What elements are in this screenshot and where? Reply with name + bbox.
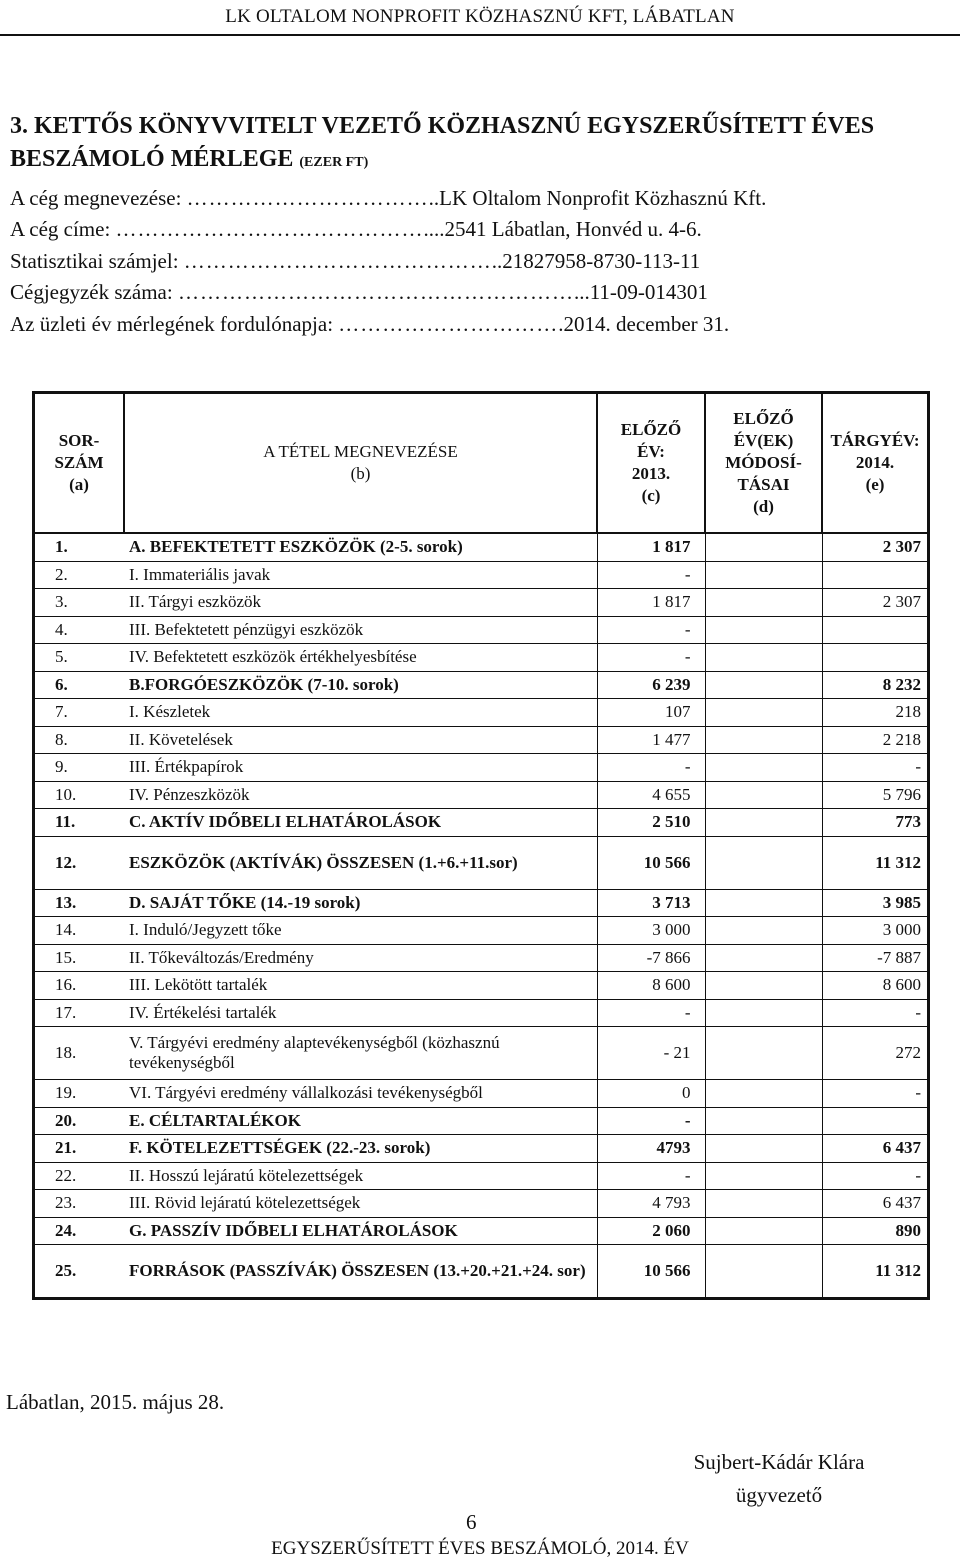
previous-year-value: 10 566 xyxy=(597,836,705,889)
previous-year-value: 1 817 xyxy=(597,589,705,617)
current-year-value: -7 887 xyxy=(822,944,929,972)
item-name: III. Értékpapírok xyxy=(124,754,597,782)
modification-value xyxy=(705,1162,822,1190)
item-name: I. Induló/Jegyzett tőke xyxy=(124,917,597,945)
header-text: (e) xyxy=(865,475,885,494)
row-number: 18. xyxy=(34,1027,125,1080)
modification-value xyxy=(705,999,822,1027)
page-header: LK OLTALOM NONPROFIT KÖZHASZNÚ KFT, LÁBATLAN xyxy=(225,6,735,27)
current-year-value: - xyxy=(822,1080,929,1108)
previous-year-value: 107 xyxy=(597,699,705,727)
info-value: .2014. december 31. xyxy=(558,312,730,336)
header-row-number xyxy=(34,393,125,534)
info-label: Cégjegyzék száma: xyxy=(10,280,173,304)
table-row xyxy=(34,781,929,809)
row-number: 23. xyxy=(34,1190,125,1218)
row-number: 20. xyxy=(34,1107,125,1135)
info-dots: ………………………… xyxy=(338,312,559,336)
table-row xyxy=(34,671,929,699)
modification-value xyxy=(705,944,822,972)
modification-value xyxy=(705,836,822,889)
previous-year-value: 6 239 xyxy=(597,671,705,699)
previous-year-value: 8 600 xyxy=(597,972,705,1000)
balance-sheet-table xyxy=(32,391,930,1300)
item-name: VI. Tárgyévi eredmény vállalkozási tevékenységből xyxy=(124,1080,597,1108)
row-number: 15. xyxy=(34,944,125,972)
title-line-1: 3. KETTŐS KÖNYVVITELT VEZETŐ KÖZHASZNÚ EGYSZERŰSÍTETT ÉVES xyxy=(10,113,875,139)
header-text: TÁSAI xyxy=(737,475,790,494)
previous-year-value: - xyxy=(597,999,705,1027)
row-number: 25. xyxy=(34,1245,125,1299)
row-number: 10. xyxy=(34,781,125,809)
modification-value xyxy=(705,1107,822,1135)
item-name: ESZKÖZÖK (AKTÍVÁK) ÖSSZESEN (1.+6.+11.sor) xyxy=(124,836,597,889)
item-name: III. Lekötött tartalék xyxy=(124,972,597,1000)
table-row xyxy=(34,944,929,972)
header-text: SZÁM xyxy=(54,453,104,472)
item-name: B.FORGÓESZKÖZÖK (7-10. sorok) xyxy=(124,671,597,699)
item-name: D. SAJÁT TŐKE (14.-19 sorok) xyxy=(124,889,597,917)
table-body xyxy=(34,533,929,1299)
info-value: ..21827958-8730-113-11 xyxy=(491,249,701,273)
row-number: 14. xyxy=(34,917,125,945)
item-name: IV. Értékelési tartalék xyxy=(124,999,597,1027)
current-year-value: 272 xyxy=(822,1027,929,1080)
title-line-2-text: BESZÁMOLÓ MÉRLEGE xyxy=(10,146,294,172)
current-year-value xyxy=(822,1107,929,1135)
row-number: 22. xyxy=(34,1162,125,1190)
previous-year-value: 0 xyxy=(597,1080,705,1108)
previous-year-value: 1 817 xyxy=(597,533,705,561)
previous-year-value: 3 000 xyxy=(597,917,705,945)
row-number: 6. xyxy=(34,671,125,699)
previous-year-value: - xyxy=(597,1162,705,1190)
previous-year-value: 2 060 xyxy=(597,1217,705,1245)
info-company-address xyxy=(10,217,702,242)
header-text: TÁRGYÉV: xyxy=(830,431,920,450)
current-year-value: 11 312 xyxy=(822,836,929,889)
current-year-value: 218 xyxy=(822,699,929,727)
modification-value xyxy=(705,699,822,727)
previous-year-value: 10 566 xyxy=(597,1245,705,1299)
table-row xyxy=(34,1217,929,1245)
header-text: (c) xyxy=(641,486,661,505)
current-year-value: 2 307 xyxy=(822,589,929,617)
item-name: IV. Pénzeszközök xyxy=(124,781,597,809)
previous-year-value: - xyxy=(597,754,705,782)
table-row xyxy=(34,809,929,837)
previous-year-value: - xyxy=(597,561,705,589)
info-dots: …………………………………… xyxy=(115,217,424,241)
table-row xyxy=(34,1190,929,1218)
row-number: 24. xyxy=(34,1217,125,1245)
item-name: G. PASSZÍV IDŐBELI ELHATÁROLÁSOK xyxy=(124,1217,597,1245)
item-name: E. CÉLTARTALÉKOK xyxy=(124,1107,597,1135)
table-row xyxy=(34,1107,929,1135)
modification-value xyxy=(705,809,822,837)
table-row xyxy=(34,561,929,589)
header-text: A TÉTEL MEGNEVEZÉSE xyxy=(263,442,458,461)
row-number: 9. xyxy=(34,754,125,782)
item-name: A. BEFEKTETETT ESZKÖZÖK (2-5. sorok) xyxy=(124,533,597,561)
row-number: 7. xyxy=(34,699,125,727)
header-current-year xyxy=(822,393,929,534)
info-dots: ……………………………………………… xyxy=(177,280,574,304)
current-year-value: 2 218 xyxy=(822,726,929,754)
previous-year-value: 4793 xyxy=(597,1135,705,1163)
info-dots: …………………………… xyxy=(186,186,429,210)
info-value: ..LK Oltalom Nonprofit Közhasznú Kft. xyxy=(428,186,767,210)
header-text: ÉV: xyxy=(637,442,665,461)
item-name: I. Immateriális javak xyxy=(124,561,597,589)
current-year-value: 3 000 xyxy=(822,917,929,945)
info-label: A cég címe: xyxy=(10,217,111,241)
current-year-value: 8 232 xyxy=(822,671,929,699)
header-text: ELŐZŐ xyxy=(620,420,682,439)
row-number: 2. xyxy=(34,561,125,589)
title-unit: (EZER FT) xyxy=(299,155,369,170)
table-row xyxy=(34,972,929,1000)
page-number: 6 xyxy=(466,1510,477,1534)
current-year-value: 2 307 xyxy=(822,533,929,561)
table-row xyxy=(34,644,929,672)
previous-year-value: - xyxy=(597,1107,705,1135)
item-name: FORRÁSOK (PASSZÍVÁK) ÖSSZESEN (13.+20.+21.+24. sor) xyxy=(124,1245,597,1299)
item-name: IV. Befektetett eszközök értékhelyesbítése xyxy=(124,644,597,672)
table-header-row xyxy=(34,393,929,534)
signer-role: ügyvezető xyxy=(735,1483,823,1507)
modification-value xyxy=(705,1190,822,1218)
current-year-value: - xyxy=(822,1162,929,1190)
table-row xyxy=(34,1027,929,1080)
current-year-value: 11 312 xyxy=(822,1245,929,1299)
header-text: (b) xyxy=(350,464,371,483)
header-rule xyxy=(0,34,960,36)
current-year-value: 8 600 xyxy=(822,972,929,1000)
header-previous-year xyxy=(597,393,705,534)
current-year-value: - xyxy=(822,999,929,1027)
page-footer: EGYSZERŰSÍTETT ÉVES BESZÁMOLÓ, 2014. ÉV xyxy=(271,1538,689,1559)
modification-value xyxy=(705,1027,822,1080)
item-name: C. AKTÍV IDŐBELI ELHATÁROLÁSOK xyxy=(124,809,597,837)
modification-value xyxy=(705,671,822,699)
row-number: 5. xyxy=(34,644,125,672)
row-number: 11. xyxy=(34,809,125,837)
item-name: II. Hosszú lejáratú kötelezettségek xyxy=(124,1162,597,1190)
table-row xyxy=(34,1245,929,1299)
info-label: Az üzleti év mérlegének fordulónapja: xyxy=(10,312,334,336)
current-year-value: 3 985 xyxy=(822,889,929,917)
modification-value xyxy=(705,972,822,1000)
modification-value xyxy=(705,781,822,809)
modification-value xyxy=(705,917,822,945)
table-row xyxy=(34,699,929,727)
table-row xyxy=(34,726,929,754)
previous-year-value: 3 713 xyxy=(597,889,705,917)
current-year-value: 773 xyxy=(822,809,929,837)
table-row xyxy=(34,917,929,945)
current-year-value xyxy=(822,616,929,644)
header-text: ÉV(EK) xyxy=(733,431,794,450)
table-row xyxy=(34,889,929,917)
table-row xyxy=(34,754,929,782)
item-name: I. Készletek xyxy=(124,699,597,727)
info-dots: …………………………………… xyxy=(183,249,492,273)
modification-value xyxy=(705,589,822,617)
header-text: (d) xyxy=(753,497,774,516)
table-row xyxy=(34,616,929,644)
modification-value xyxy=(705,616,822,644)
table-row xyxy=(34,1135,929,1163)
modification-value xyxy=(705,644,822,672)
item-name: III. Befektetett pénzügyi eszközök xyxy=(124,616,597,644)
header-text: 2013. xyxy=(631,464,671,483)
table-row xyxy=(34,589,929,617)
modification-value xyxy=(705,1217,822,1245)
row-number: 13. xyxy=(34,889,125,917)
previous-year-value: 4 793 xyxy=(597,1190,705,1218)
table-row xyxy=(34,999,929,1027)
header-modifications xyxy=(705,393,822,534)
info-balance-date xyxy=(10,312,729,337)
info-value: ...11-09-014301 xyxy=(573,280,708,304)
row-number: 3. xyxy=(34,589,125,617)
item-name: II. Tőkeváltozás/Eredmény xyxy=(124,944,597,972)
row-number: 16. xyxy=(34,972,125,1000)
info-label: Statisztikai számjel: xyxy=(10,249,179,273)
item-name: III. Rövid lejáratú kötelezettségek xyxy=(124,1190,597,1218)
current-year-value xyxy=(822,644,929,672)
table-row xyxy=(34,1162,929,1190)
modification-value xyxy=(705,561,822,589)
previous-year-value: 2 510 xyxy=(597,809,705,837)
item-name: II. Tárgyi eszközök xyxy=(124,589,597,617)
info-registry-number xyxy=(10,280,708,305)
table-row xyxy=(34,836,929,889)
current-year-value: 5 796 xyxy=(822,781,929,809)
modification-value xyxy=(705,1245,822,1299)
document-title xyxy=(10,110,950,179)
row-number: 8. xyxy=(34,726,125,754)
title-line-2 xyxy=(10,143,950,179)
row-number: 21. xyxy=(34,1135,125,1163)
signer-name: Sujbert-Kádár Klára xyxy=(693,1450,865,1474)
row-number: 12. xyxy=(34,836,125,889)
header-text: SOR- xyxy=(58,431,100,450)
item-name: V. Tárgyévi eredmény alaptevékenységből (közhasznú tevékenységből xyxy=(124,1027,597,1080)
previous-year-value: -7 866 xyxy=(597,944,705,972)
place-date: Lábatlan, 2015. május 28. xyxy=(6,1390,225,1414)
modification-value xyxy=(705,726,822,754)
header-text: ELŐZŐ xyxy=(733,409,794,428)
modification-value xyxy=(705,754,822,782)
row-number: 1. xyxy=(34,533,125,561)
current-year-value xyxy=(822,561,929,589)
previous-year-value: 4 655 xyxy=(597,781,705,809)
table-row xyxy=(34,533,929,561)
row-number: 4. xyxy=(34,616,125,644)
item-name: II. Követelések xyxy=(124,726,597,754)
modification-value xyxy=(705,889,822,917)
info-label: A cég megnevezése: xyxy=(10,186,182,210)
header-text: 2014. xyxy=(855,453,895,472)
modification-value xyxy=(705,1080,822,1108)
header-text: (a) xyxy=(69,475,89,494)
info-company-name xyxy=(10,186,766,211)
previous-year-value: - 21 xyxy=(597,1027,705,1080)
row-number: 19. xyxy=(34,1080,125,1108)
item-name: F. KÖTELEZETTSÉGEK (22.-23. sorok) xyxy=(124,1135,597,1163)
current-year-value: 6 437 xyxy=(822,1190,929,1218)
previous-year-value: - xyxy=(597,616,705,644)
current-year-value: - xyxy=(822,754,929,782)
current-year-value: 6 437 xyxy=(822,1135,929,1163)
modification-value xyxy=(705,1135,822,1163)
previous-year-value: - xyxy=(597,644,705,672)
row-number: 17. xyxy=(34,999,125,1027)
info-value: ....2541 Lábatlan, Honvéd u. 4-6. xyxy=(423,217,702,241)
header-text: MÓDOSÍ- xyxy=(725,453,802,472)
info-stat-number xyxy=(10,249,700,274)
table-row xyxy=(34,1080,929,1108)
modification-value xyxy=(705,533,822,561)
current-year-value: 890 xyxy=(822,1217,929,1245)
previous-year-value: 1 477 xyxy=(597,726,705,754)
signature-block xyxy=(674,1446,884,1512)
header-item-name xyxy=(124,393,597,534)
